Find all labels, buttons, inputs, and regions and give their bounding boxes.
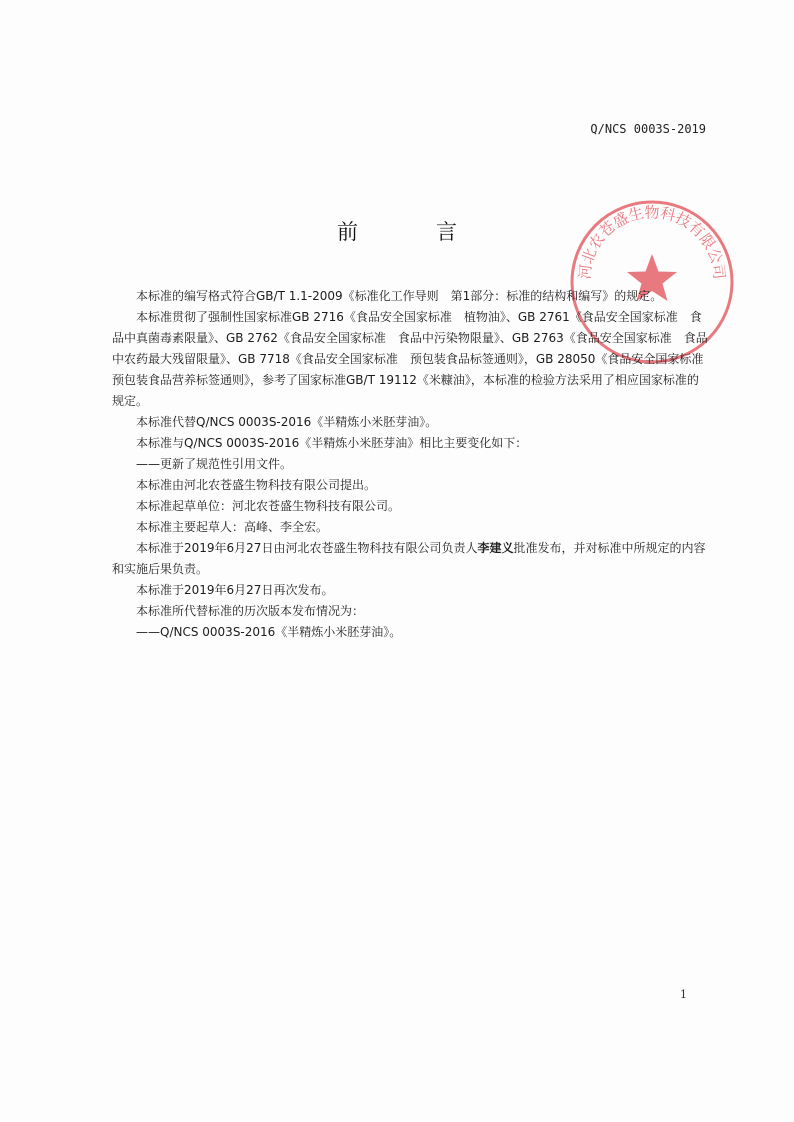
- title-char-1: 前: [337, 220, 358, 244]
- title-char-2: 言: [436, 220, 457, 244]
- paragraph-format: 本标准的编写格式符合GB/T 1.1-2009《标准化工作导则 第1部分：标准的结构和编写》的规定。: [136, 289, 663, 303]
- approval-text-end: 批准发布，并对标准中所规定的内容和实施后果负责。: [112, 541, 706, 576]
- preface-body: [112, 286, 716, 643]
- paragraph-changes: 本标准与Q/NCS 0003S-2016《半精炼小米胚芽油》相比主要变化如下：: [136, 436, 528, 450]
- paragraph-references: 本标准贯彻了强制性国家标准GB 2716《食品安全国家标准 植物油》、GB 2761《食品安全国家标准 食品中真菌毒素限量》、GB 2762《食品安全国家标准 食品中污染物限量》、GB 2763《食品安全国家标准 食品中农药最大残留限量》、GB 7718《食品安全国家标准 预包装食品标签通则》，GB 28050《食品安全国家标准 预包装食品营养标签通则》，参考了国家标准GB/T 19112《米糠油》，本标准的检验方法采用了相应国家标准的规定。: [112, 310, 716, 408]
- paragraph-proposer: 本标准由河北农苍盛生物科技有限公司提出。: [136, 478, 377, 492]
- paragraph-drafters: 本标准主要起草人：高峰、李全宏。: [136, 520, 329, 534]
- paragraph-approval: [112, 538, 708, 580]
- paragraph-drafting-unit: 本标准起草单位：河北农苍盛生物科技有限公司。: [136, 499, 401, 513]
- paragraph-history: 本标准所代替标准的历次版本发布情况为：: [136, 604, 365, 618]
- paragraph-change-item: ——更新了规范性引用文件。: [136, 457, 293, 471]
- paragraph-republished: 本标准于2019年6月27日再次发布。: [136, 583, 334, 597]
- paragraph-replaces: 本标准代替Q/NCS 0003S-2016《半精炼小米胚芽油》。: [136, 415, 438, 429]
- approver-name: 李建义: [477, 541, 514, 555]
- document-code: Q/NCS 0003S-2019: [590, 122, 706, 136]
- approval-text-start: 本标准于2019年6月27日由河北农苍盛生物科技有限公司负责人: [136, 541, 478, 555]
- page-number: 1: [680, 988, 687, 1001]
- paragraph-history-item: ——Q/NCS 0003S-2016《半精炼小米胚芽油》。: [136, 625, 402, 639]
- seal-text: 河北农苍盛生物科技有限公司: [575, 203, 729, 281]
